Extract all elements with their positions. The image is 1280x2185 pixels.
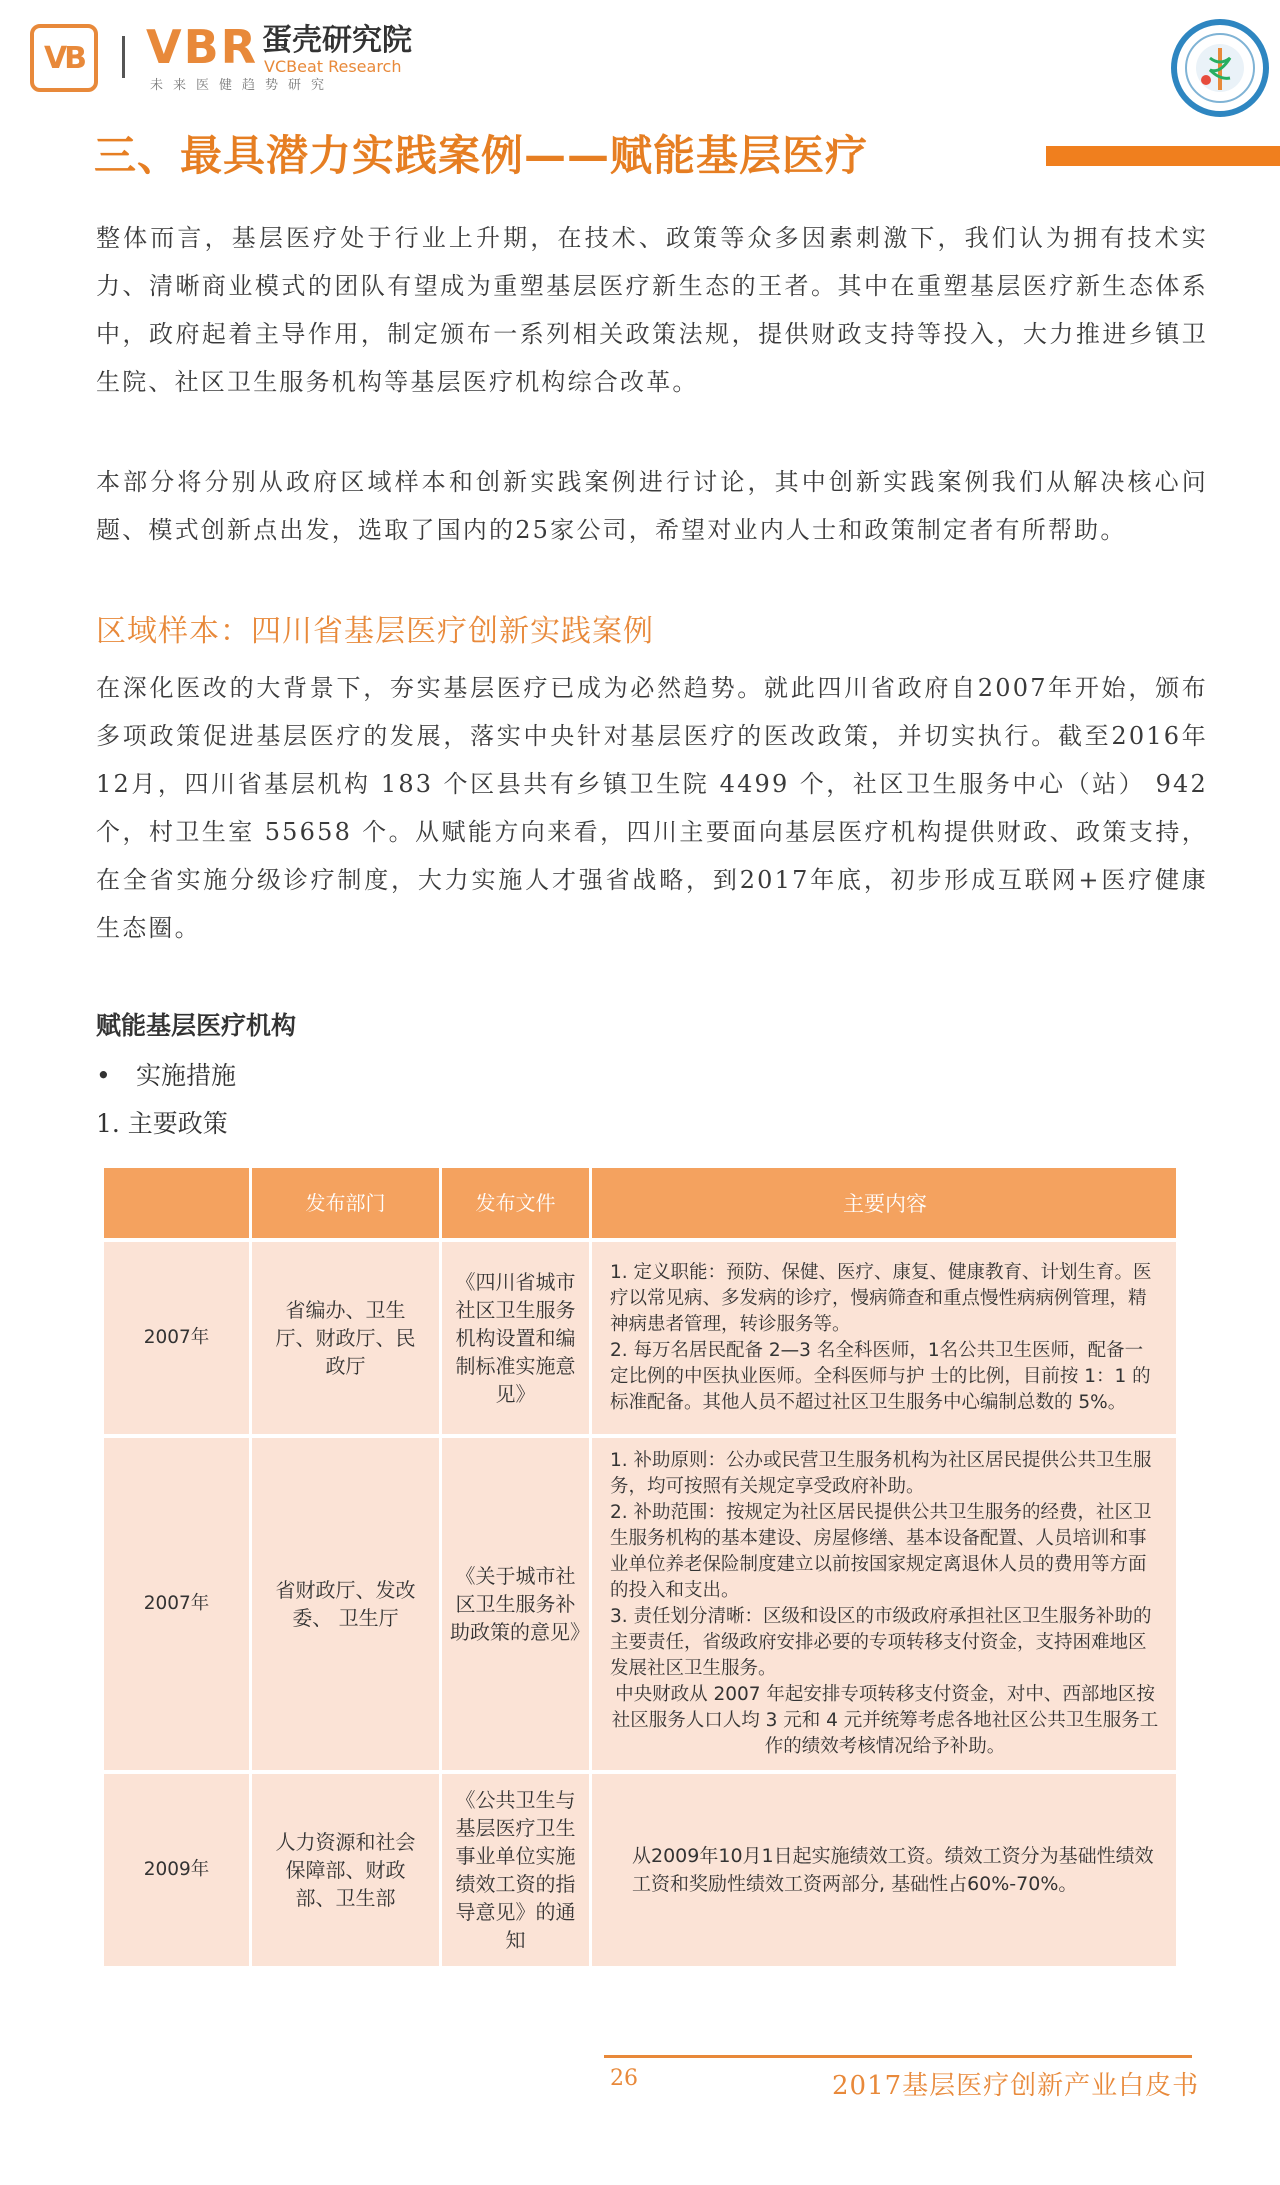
- brand-name-en: VCBeat Research: [264, 57, 402, 76]
- content-line: 1. 补助原则：公办或民营卫生服务机构为社区居民提供公共卫生服务，均可按照有关规定享受政府补助。: [610, 1450, 1152, 1497]
- association-badge-icon: [1170, 18, 1270, 118]
- bullet-text: 实施措施: [136, 1061, 237, 1090]
- content-line: 1. 定义职能：预防、保健、医疗、康复、健康教育、计划生育。医疗以常见病、多发病的诊疗，慢病筛查和重点慢性病病例管理，精神病患者管理，转诊服务等。: [610, 1262, 1152, 1335]
- page-number: 26: [610, 2066, 638, 2091]
- logo-divider: [122, 36, 125, 78]
- cell-year: 2009年: [104, 1774, 252, 1970]
- cell-department: 人力资源和社会保障部、财政部、卫生部: [252, 1774, 442, 1970]
- region-sample-title: 区域样本：四川省基层医疗创新实践案例: [96, 614, 654, 649]
- table-row: [104, 1438, 1176, 1774]
- cell-content: [592, 1242, 1176, 1438]
- footer-divider: [604, 2055, 1192, 2058]
- cell-year: 2007年: [104, 1242, 252, 1438]
- footer-doc-title: 2017基层医疗创新产业白皮书: [832, 2071, 1200, 2101]
- cell-year: 2007年: [104, 1438, 252, 1774]
- content-line: 3. 责任划分清晰：区级和设区的市级政府承担社区卫生服务补助的主要责任，省级政府安排必要的专项转移支付资金，支持困难地区发展社区卫生服务。: [610, 1606, 1152, 1679]
- numbered-item: 1. 主要政策: [96, 1109, 228, 1138]
- header-content: 主要内容: [592, 1168, 1176, 1242]
- header-department: 发布部门: [252, 1168, 442, 1242]
- brand-tagline: 未来医健趋势研究: [150, 78, 335, 93]
- table-row: [104, 1242, 1176, 1438]
- outline-heading: 赋能基层医疗机构: [96, 1011, 297, 1040]
- bullet-icon: •: [96, 1061, 111, 1090]
- cell-department: 省编办、卫生厅、财政厅、民政厅: [252, 1242, 442, 1438]
- header-year: [104, 1168, 252, 1242]
- table-header-row: [104, 1168, 1176, 1242]
- content-line: 从2009年10月1日起实施绩效工资。绩效工资分为基础性绩效工资和奖励性绩效工资两部分, 基础性占60%-70%。: [632, 1845, 1154, 1895]
- page-header: [0, 0, 1280, 100]
- brand-name-cn: 蛋壳研究院: [262, 23, 412, 58]
- cell-content: [592, 1774, 1176, 1970]
- content-line: 2. 每万名居民配备 2—3 名全科医师，1名公共卫生医师，配备一定比例的中医执业医师。全科医师与护 士的比例，目前按 1：1 的标准配备。其他人员不超过社区卫生服务中心编制总数的 5%。: [610, 1340, 1151, 1413]
- title-accent-bar: [1046, 146, 1280, 166]
- scope-paragraph: 本部分将分别从政府区域样本和创新实践案例进行讨论，其中创新实践案例我们从解决核心问题、模式创新点出发，选取了国内的25家公司，希望对业内人士和政策制定者有所帮助。: [96, 468, 1208, 544]
- cell-document: 《公共卫生与基层医疗卫生事业单位实施绩效工资的指导意见》的通知: [442, 1774, 592, 1970]
- vb-logo-icon: VB: [30, 24, 98, 92]
- header-document: 发布文件: [442, 1168, 592, 1242]
- region-sample-paragraph: 在深化医改的大背景下，夯实基层医疗已成为必然趋势。就此四川省政府自2007年开始，颁布多项政策促进基层医疗的发展，落实中央针对基层医疗的医改政策，并切实执行。截至2016年12月，四川省基层机构 183 个区县共有乡镇卫生院 4499 个，社区卫生服务中心（站） 942 个，村卫生室 55658 个。从赋能方向来看，四川主要面向基层医疗机构提供财政、政策支持，在全省实施分级诊疗制度，大力实施人才强省战略，到2017年底，初步形成互联网+医疗健康生态圈。: [96, 674, 1208, 942]
- intro-paragraph: 整体而言，基层医疗处于行业上升期，在技术、政策等众多因素刺激下，我们认为拥有技术实力、清晰商业模式的团队有望成为重塑基层医疗新生态的王者。其中在重塑基层医疗新生态体系中，政府起着主导作用，制定颁布一系列相关政策法规，提供财政支持等投入，大力推进乡镇卫生院、社区卫生服务机构等基层医疗机构综合改革。: [96, 224, 1208, 396]
- policy-table: [104, 1168, 1176, 1970]
- content-line: 2. 补助范围：按规定为社区居民提供公共卫生服务的经费，社区卫生服务机构的基本建设、房屋修缮、基本设备配置、人员培训和事业单位养老保险制度建立以前按国家规定离退休人员的费用等方面的投入和支出。: [610, 1502, 1152, 1601]
- content-line: 中央财政从 2007 年起安排专项转移支付资金，对中、西部地区按社区服务人口人均 3 元和 4 元并统筹考虑各地社区公共卫生服务工作的绩效考核情况给予补助。: [611, 1684, 1159, 1757]
- section-title: 三、最具潜力实践案例——赋能基层医疗: [94, 131, 869, 180]
- cell-document: 《关于城市社区卫生服务补助政策的意见》: [442, 1438, 592, 1774]
- table-row: [104, 1774, 1176, 1970]
- cell-document: 《四川省城市社区卫生服务机构设置和编制标准实施意见》: [442, 1242, 592, 1438]
- cell-content: [592, 1438, 1176, 1774]
- bullet-item: [96, 1056, 236, 1096]
- vbr-logo-mark: VBR: [146, 20, 259, 74]
- cell-department: 省财政厅、发改委、 卫生厅: [252, 1438, 442, 1774]
